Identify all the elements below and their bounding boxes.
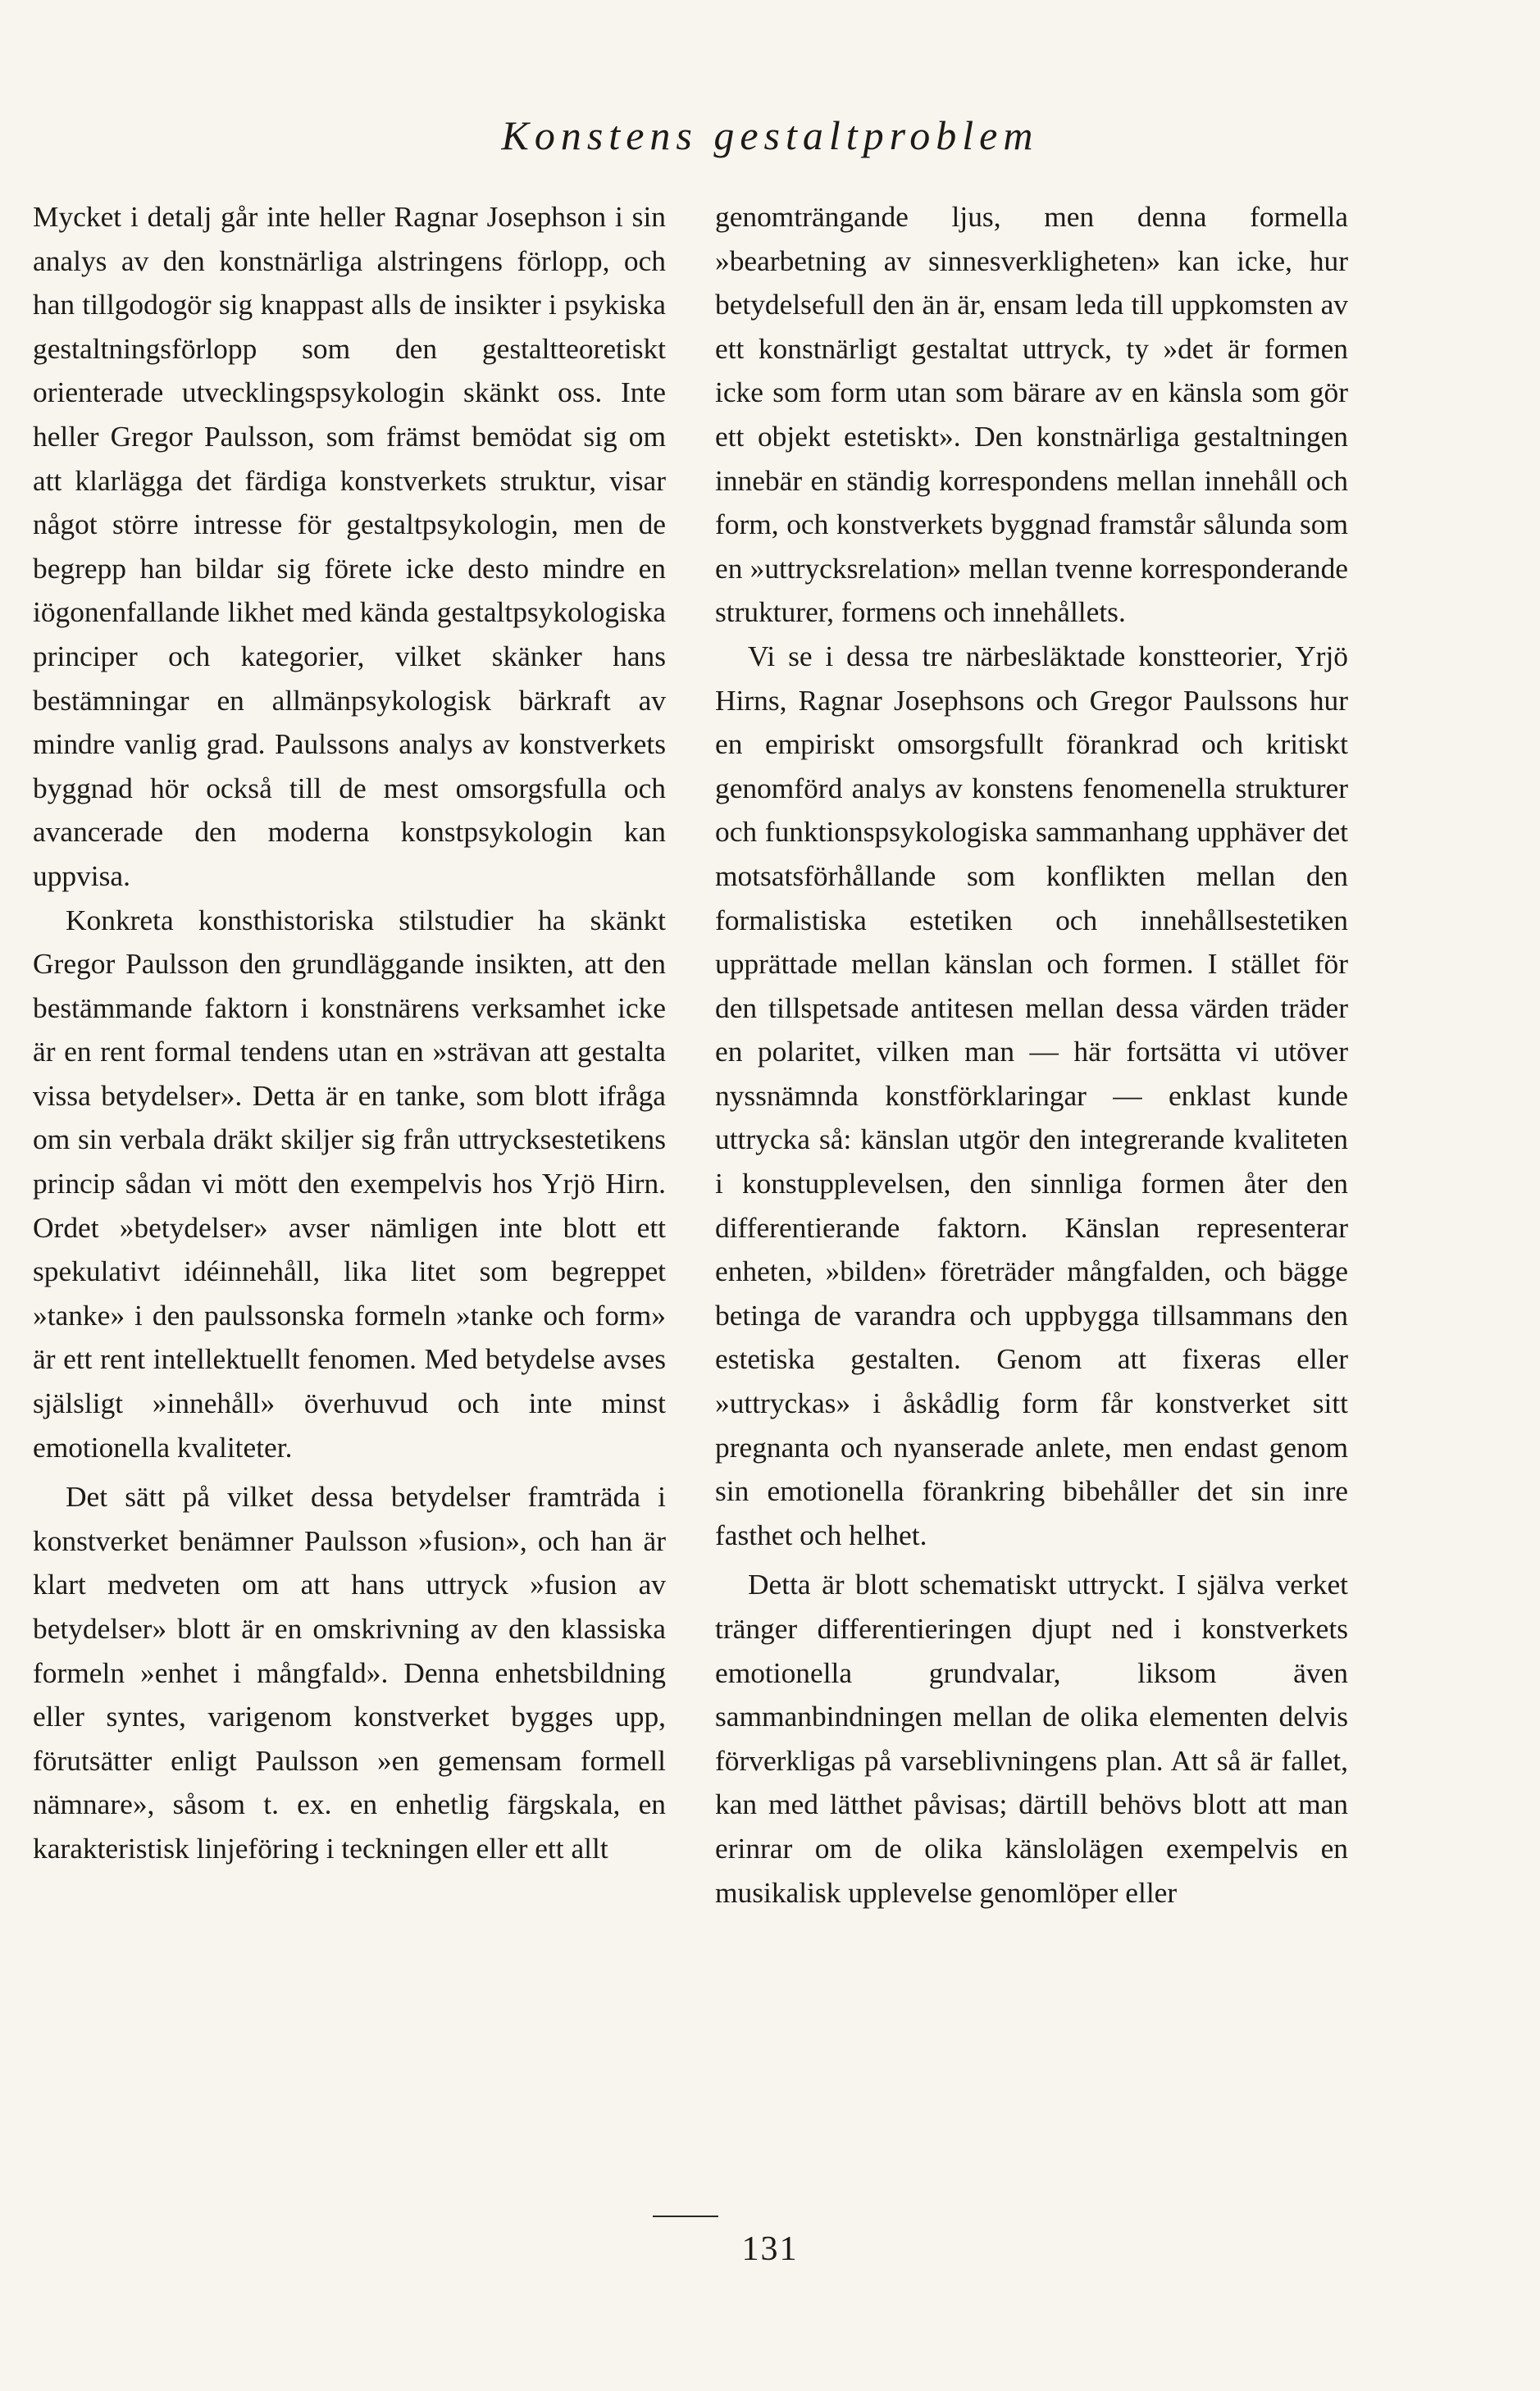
page-number-rule bbox=[653, 2216, 718, 2217]
left-text-column bbox=[33, 195, 666, 1871]
running-title: Konstens gestaltproblem bbox=[501, 112, 1039, 158]
left-paragraph-2: Konkreta konsthistoriska stilstudier ha skänkt Gregor Paulsson den grundläggande insikten, att den bestämmande faktorn i konstnärens verksamhet icke är en rent formal tendens utan en »strävan att gestalta vissa betydelser». Detta är en tanke, som blott ifråga om sin verbala dräkt skiljer sig från uttrycksestetikens princip sådan vi mött den exempelvis hos Yrjö Hirn. Ordet »betydelser» avser nämligen inte blott ett spekulativt idéinnehåll, lika litet som begreppet »tanke» i den paulssonska formeln »tanke och form» är ett rent intellektuellt fenomen. Med betydelse avses själsligt »innehåll» överhuvud och inte minst emotionella kvaliteter. bbox=[33, 903, 666, 1464]
left-paragraph-3: Det sätt på vilket dessa betydelser framträda i konstverket benämner Paulsson »fusion», och han är klart medveten om att hans uttryck »fusion av betydelser» blott är en omskrivning av den klassiska formeln »enhet i mångfald». Denna enhetsbildning eller syntes, varigenom konstverket bygges upp, förutsätter enligt Paulsson »en gemensam formell nämnare», såsom t. ex. en enhetlig färgskala, en karakteristisk linjeföring i teckningen eller ett allt bbox=[33, 1480, 666, 1865]
page-number: 131 bbox=[741, 2230, 799, 2268]
right-paragraph-2: Vi se i dessa tre närbesläktade konstteorier, Yrjö Hirns, Ragnar Josephsons och Gregor Paulssons hur en empiriskt omsorgsfullt förankrad och kritiskt genomförd analys av konstens fenomenella strukturer och funktionspsykologiska sammanhang upphäver det motsatsförhållande som konflikten mellan den formalistiska estetiken och innehållsestetiken upprättade mellan känslan och formen. I stället för den tillspetsade antitesen mellan dessa värden träder en polaritet, vilken man — här fortsätta vi utöver nyssnämnda konstförklaringar — enklast kunde uttrycka så: känslan utgör den integrerande kvaliteten i konstupplevelsen, den sinnliga formen åter den differentierande faktorn. Känslan representerar enheten, »bilden» företräder mångfalden, och bägge betinga de varandra och uppbygga tillsammans den estetiska gestalten. Genom att fixeras eller »uttryckas» i åskådlig form får konstverket sitt pregnanta och nyanserade anlete, men endast genom sin emotionella förankring bibehåller det sin inre fasthet och helhet. bbox=[715, 639, 1348, 1551]
right-paragraph-3: Detta är blott schematiskt uttryckt. I själva verket tränger differentieringen djupt ned i konstverkets emotionella grundvalar, liksom även sammanbindningen mellan de olika elementen delvis förverkligas på varseblivningens plan. Att så är fallet, kan med lätthet påvisas; därtill behövs blott att man erinrar om de olika känslolägen exempelvis en musikalisk upplevelse genomlöper eller bbox=[715, 1568, 1348, 1909]
left-paragraph-1: Mycket i detalj går inte heller Ragnar Josephson i sin analys av den konstnärliga alstringens förlopp, och han tillgodogör sig knappast alls de insikter i psykiska gestaltningsförlopp som den gestaltteoretiskt orienterade utvecklingspsykologin skänkt oss. Inte heller Gregor Paulsson, som främst bemödat sig om att klarlägga det färdiga konstverkets struktur, visar något större intresse för gestaltpsykologin, men de begrepp han bildar sig förete icke desto mindre en iögonenfallande likhet med kända gestaltpsykologiska principer och kategorier, vilket skänker hans bestämningar en allmänpsykologisk bärkraft av mindre vanlig grad. Paulssons analys av konstverkets byggnad hör också till de mest omsorgsfulla och avancerade den moderna konstpsykologin kan uppvisa. bbox=[33, 200, 666, 892]
right-text-column bbox=[715, 195, 1348, 1915]
right-paragraph-1: genomträngande ljus, men denna formella »bearbetning av sinnesverkligheten» kan icke, hur betydelsefull den än är, ensam leda till uppkomsten av ett konstnärligt gestaltat uttryck, ty »det är formen icke som form utan som bärare av en känsla som gör ett objekt estetiskt». Den konstnärliga gestaltningen innebär en ständig korrespondens mellan innehåll och form, och konstverkets byggnad framstår sålunda som en »uttrycksrelation» mellan tvenne korresponderande strukturer, formens och innehållets. bbox=[715, 200, 1348, 629]
